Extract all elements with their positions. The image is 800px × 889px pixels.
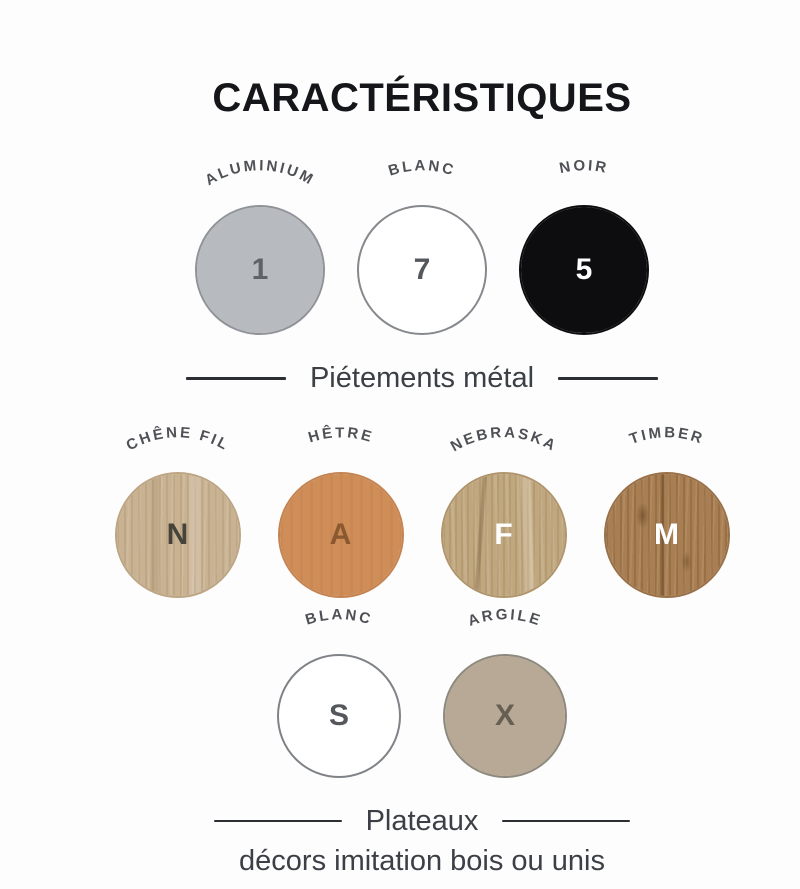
color-circle-chene-fil <box>115 472 241 598</box>
solid-swatch-row <box>276 606 568 778</box>
circle-code: 7 <box>413 253 431 286</box>
caption-subtext: décors imitation bois ou unis <box>239 844 605 877</box>
svg-text:NOIR: NOIR <box>558 157 610 178</box>
circle-code: X <box>494 698 515 732</box>
circle-code: M <box>654 517 679 551</box>
svg-text:CHÊNE FIL: CHÊNE FIL <box>123 423 233 455</box>
svg-text:ARGILE: ARGILE <box>465 605 545 630</box>
wood-swatch-row <box>115 424 730 598</box>
content-column <box>44 0 800 878</box>
color-circle-timber <box>604 472 730 598</box>
separator-line <box>558 377 658 380</box>
svg-text:BLANC: BLANC <box>386 157 458 180</box>
svg-text:HÊTRE: HÊTRE <box>305 424 376 447</box>
swatch-blanc-metal <box>357 157 487 335</box>
page-title: CARACTÉRISTIQUES <box>212 76 632 120</box>
caption-pietements-metal <box>186 361 658 396</box>
arched-label <box>259 606 419 658</box>
arched-label <box>504 157 664 209</box>
arched-label <box>425 606 585 658</box>
swatch-hetre <box>278 424 404 598</box>
circle-code: 1 <box>251 253 269 286</box>
arched-label <box>180 157 340 209</box>
color-circle-noir <box>519 205 649 335</box>
swatch-argile <box>442 606 568 778</box>
color-circle-blanc-metal <box>357 205 487 335</box>
arched-label <box>261 424 421 476</box>
color-circle-nebraska <box>441 472 567 598</box>
metal-swatch-row <box>195 157 649 335</box>
color-circle-aluminium <box>195 205 325 335</box>
caption-plateaux <box>214 804 631 839</box>
svg-text:ALUMINIUM: ALUMINIUM <box>202 157 318 190</box>
separator-line <box>502 820 630 823</box>
swatch-chene-fil <box>115 424 241 598</box>
separator-line <box>214 820 342 823</box>
circle-code: S <box>328 698 349 732</box>
color-circle-hetre <box>278 472 404 598</box>
svg-text:BLANC: BLANC <box>303 606 375 629</box>
circle-code: F <box>494 517 513 551</box>
swatch-noir <box>519 157 649 335</box>
swatch-nebraska <box>441 424 567 598</box>
svg-text:TIMBER: TIMBER <box>626 423 707 448</box>
arched-label <box>98 424 258 476</box>
circle-code: A <box>329 517 352 551</box>
caption-text: Plateaux <box>365 804 479 837</box>
circle-code: 5 <box>575 253 593 286</box>
arched-label <box>424 424 584 476</box>
color-circle-blanc-plateau <box>277 654 401 778</box>
color-circle-argile <box>443 654 567 778</box>
swatch-blanc-plateau <box>276 606 402 778</box>
svg-text:NEBRASKA: NEBRASKA <box>447 423 560 456</box>
separator-line <box>186 377 286 380</box>
swatch-timber <box>604 424 730 598</box>
arched-label <box>587 424 747 476</box>
swatch-aluminium <box>195 157 325 335</box>
caption-text: Piétements métal <box>309 362 535 394</box>
circle-code: N <box>166 517 189 551</box>
arched-label <box>342 157 502 209</box>
